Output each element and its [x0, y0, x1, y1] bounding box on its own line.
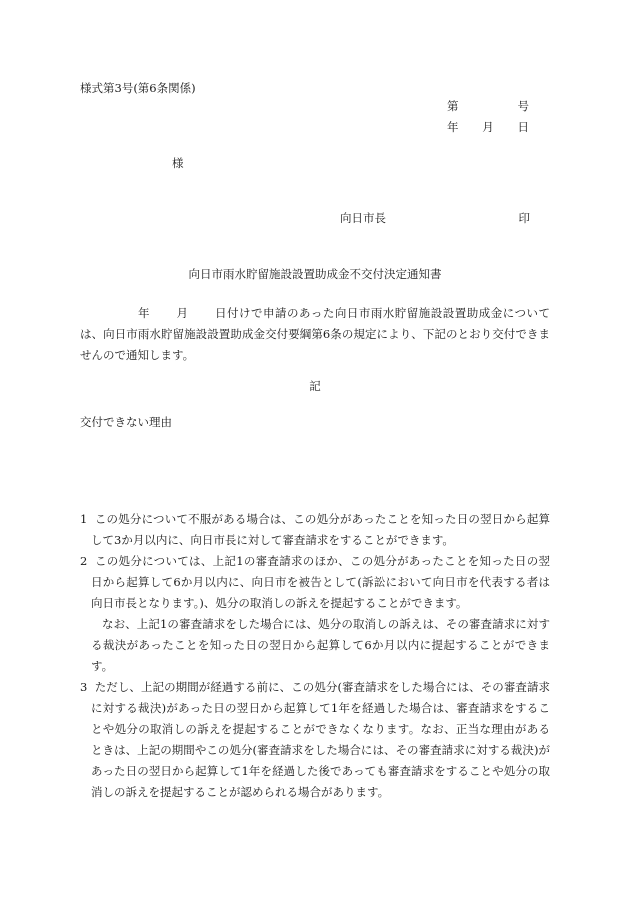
doc-no-suffix: 号 — [517, 99, 529, 113]
date-month: 月 — [482, 120, 494, 134]
seal-mark: 印 — [518, 211, 530, 225]
date-day: 日 — [517, 120, 529, 134]
note-text: この処分について不服がある場合は、この処分があったことを知った日の翌日から起算して3か月以内に、向日市長に対して審査請求をすることができます。 — [91, 512, 550, 547]
reason-label: 交付できない理由 — [80, 415, 172, 429]
note-number: 2 — [80, 554, 88, 568]
note-text: なお、上記1の審査請求をした場合には、処分の取消しの訴えは、その審査請求に対する裁決があったことを知った日の翌日から起算して6か月以内に提起することができます。 — [91, 617, 550, 673]
document-title: 向日市雨水貯留施設設置助成金不交付決定通知書 — [188, 267, 442, 281]
note-number: 3 — [80, 680, 88, 694]
note-number: 1 — [80, 512, 88, 526]
document-number — [447, 98, 529, 114]
note-item-2-supplement — [80, 614, 550, 677]
note-item-3 — [80, 677, 550, 803]
intro-paragraph — [80, 303, 550, 366]
intro-year: 年 — [138, 306, 150, 320]
note-item-1 — [80, 509, 550, 551]
issue-date — [447, 119, 529, 135]
note-text: この処分については、上記1の審査請求のほか、この処分があったことを知った日の翌日から起算して6か月以内に、向日市を被告として(訴訟において向日市を代表する者は向日市長となります。)、処分の取消しの訴えを提起することができます。 — [91, 554, 551, 610]
ki-heading: 記 — [309, 379, 321, 393]
addressee-honorific: 様 — [172, 156, 184, 170]
form-number: 様式第3号(第6条関係) — [80, 81, 196, 95]
doc-no-prefix: 第 — [447, 99, 459, 113]
intro-body: 日付けで申請のあった向日市雨水貯留施設設置助成金については、向日市雨水貯留施設設置助成金交付要綱第6条の規定により、下記のとおり交付できませんので通知します。 — [80, 306, 551, 362]
issuer — [340, 210, 530, 226]
notes-section — [80, 509, 550, 803]
date-year: 年 — [447, 120, 459, 134]
intro-month: 月 — [176, 306, 189, 320]
note-item-2 — [80, 551, 550, 614]
issuer-name: 向日市長 — [340, 211, 386, 225]
note-text: ただし、上記の期間が経過する前に、この処分(審査請求をした場合には、その審査請求に対する裁決)があった日の翌日から起算して1年を経過した場合は、審査請求をすることや処分の取消しの訴えを提起することができなくなります。なお、正当な理由があるときは、上記の期間やこの処分(審査請求をした場合には、その審査請求に対する裁決)があった日の翌日から起算して1年を経過した後であっても審査請求をすることや処分の取消しの訴えを提起することが認められる場合があります。 — [91, 680, 551, 799]
